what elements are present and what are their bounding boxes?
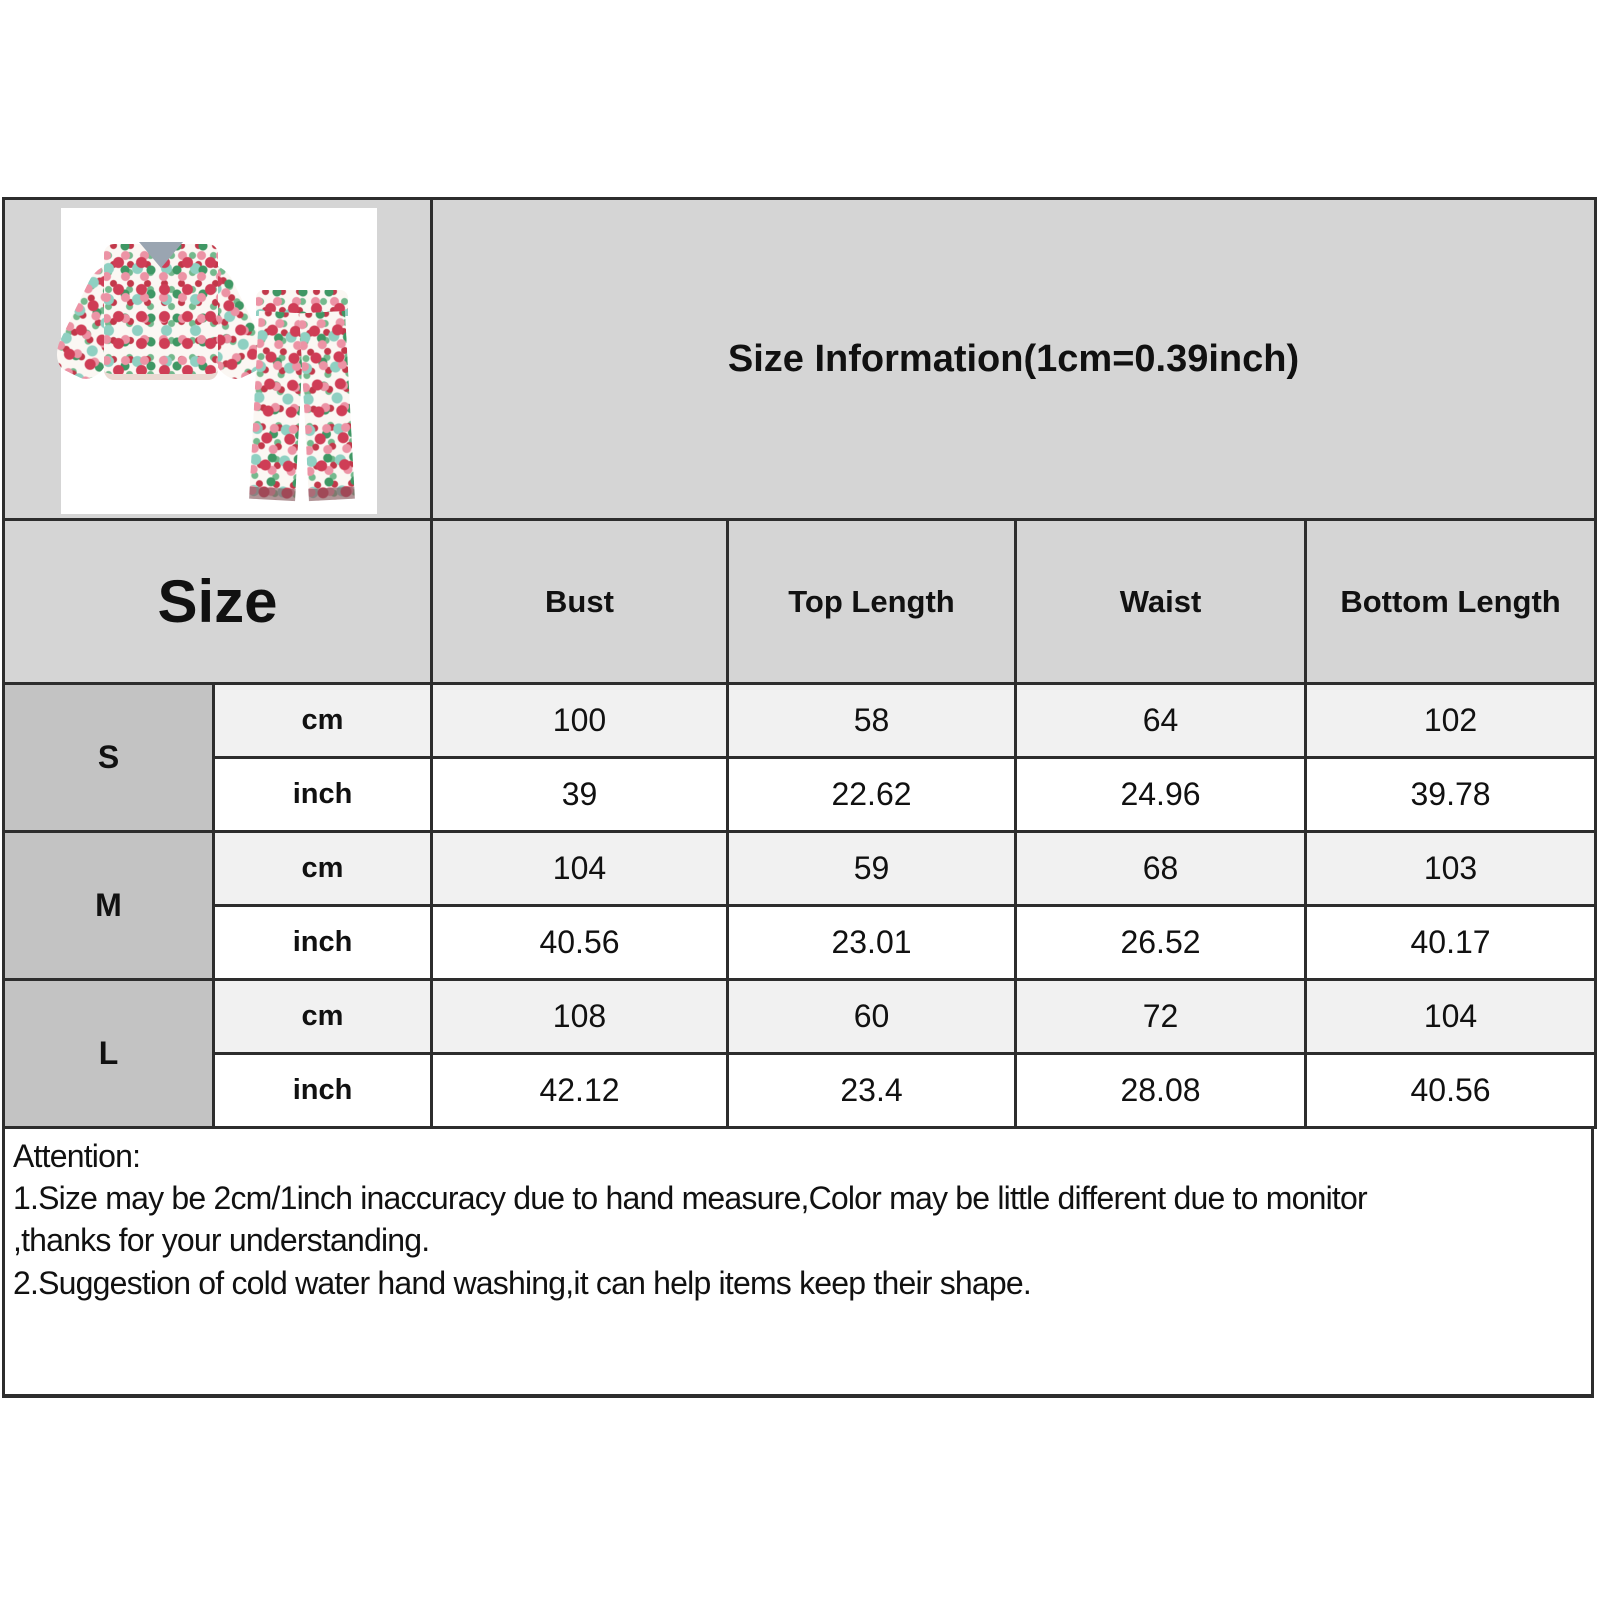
value-s-waist-cm: 64 (1016, 684, 1306, 758)
attention-line: ,thanks for your understanding. (13, 1222, 430, 1259)
unit-label-inch: inch (214, 758, 432, 832)
product-photo (61, 208, 377, 514)
pajama-pants-graphic (246, 290, 358, 504)
value-l-bottomlength-cm: 104 (1306, 980, 1596, 1054)
unit-label-inch: inch (214, 906, 432, 980)
attention-note (2, 1129, 1594, 1398)
attention-heading: Attention: (13, 1138, 141, 1174)
value-m-bottomlength-cm: 103 (1306, 832, 1596, 906)
value-m-waist-cm: 68 (1016, 832, 1306, 906)
unit-label-cm: cm (214, 832, 432, 906)
value-l-waist-cm: 72 (1016, 980, 1306, 1054)
size-label-l: L (4, 980, 214, 1128)
attention-line: 2.Suggestion of cold water hand washing,it can help items keep their shape. (13, 1264, 1032, 1301)
pajama-pants-right-leg (299, 311, 355, 501)
value-m-toplength-cm: 59 (728, 832, 1016, 906)
column-header-size: Size (4, 520, 432, 684)
size-info-title: Size Information(1cm=0.39inch) (432, 199, 1596, 520)
value-s-waist-inch: 24.96 (1016, 758, 1306, 832)
size-label-s: S (4, 684, 214, 832)
column-header-bust: Bust (432, 520, 728, 684)
column-header-top-length: Top Length (728, 520, 1016, 684)
value-s-bust-inch: 39 (432, 758, 728, 832)
value-l-bust-cm: 108 (432, 980, 728, 1054)
attention-line: 1.Size may be 2cm/1inch inaccuracy due to hand measure,Color may be little different due to monitor (13, 1180, 1367, 1217)
product-image-cell (4, 199, 432, 520)
unit-label-cm: cm (214, 684, 432, 758)
unit-label-inch: inch (214, 1054, 432, 1128)
value-l-toplength-inch: 23.4 (728, 1054, 1016, 1128)
size-label-m: M (4, 832, 214, 980)
value-m-bust-cm: 104 (432, 832, 728, 906)
pajama-top-graphic (86, 234, 236, 384)
value-l-waist-inch: 28.08 (1016, 1054, 1306, 1128)
column-header-waist: Waist (1016, 520, 1306, 684)
unit-label-cm: cm (214, 980, 432, 1054)
value-l-bottomlength-inch: 40.56 (1306, 1054, 1596, 1128)
value-s-bottomlength-inch: 39.78 (1306, 758, 1596, 832)
pajama-pants-left-leg (249, 311, 305, 501)
column-header-bottom-length: Bottom Length (1306, 520, 1596, 684)
value-m-bottomlength-inch: 40.17 (1306, 906, 1596, 980)
value-s-bottomlength-cm: 102 (1306, 684, 1596, 758)
value-m-waist-inch: 26.52 (1016, 906, 1306, 980)
value-s-toplength-inch: 22.62 (728, 758, 1016, 832)
value-m-toplength-inch: 23.01 (728, 906, 1016, 980)
size-chart-sheet (2, 197, 1594, 1398)
size-table (2, 197, 1597, 1129)
value-m-bust-inch: 40.56 (432, 906, 728, 980)
value-l-toplength-cm: 60 (728, 980, 1016, 1054)
value-s-bust-cm: 100 (432, 684, 728, 758)
value-l-bust-inch: 42.12 (432, 1054, 728, 1128)
value-s-toplength-cm: 58 (728, 684, 1016, 758)
